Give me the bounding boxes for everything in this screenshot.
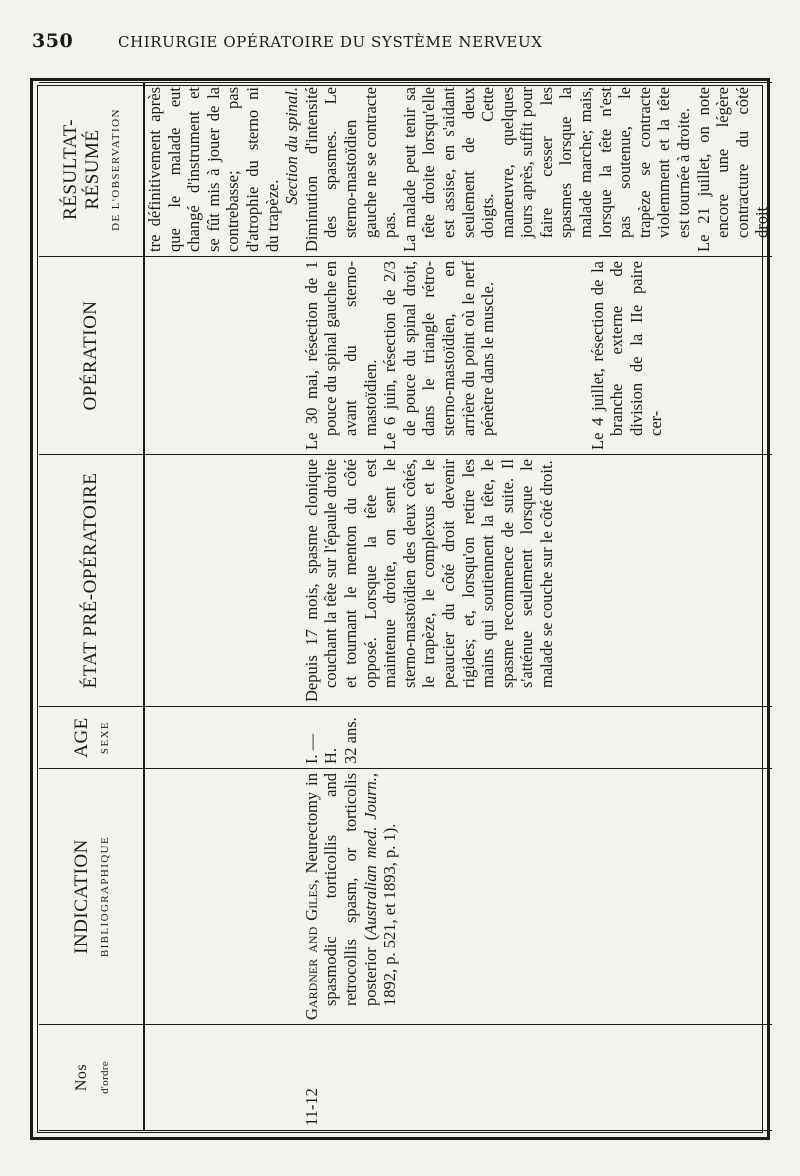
- cell-order-continued: [144, 1025, 302, 1131]
- cell-resultat-continued: [144, 83, 302, 257]
- resultat-continued-note: Section du spinal.: [282, 87, 302, 205]
- header-age: [39, 707, 144, 769]
- header-resultat-sub: DE L'OBSERVATION: [110, 108, 122, 231]
- resultat-2: La malade peut tenir sa tête droite lorsqu'elle est assise, en s'aidant seulement de deux doigts. Cette manœuvre, quelques jours après, suffit pour faire cesser les spasmes lorsque la malade marche; mais, lorsque la tête n'est pas soutenue, le trapèze se contracte violemment et la tête est tournée à droite.: [399, 87, 694, 252]
- cell-age: [302, 707, 772, 769]
- table-row-continuation: [144, 83, 302, 1131]
- header-resultat-main: RÉSULTAT-RÉSUMÉ: [60, 119, 103, 220]
- rotated-table-frame: [30, 78, 770, 1140]
- cell-etat-continued: [144, 455, 302, 707]
- etat-text: Depuis 17 mois, spasme clonique couchant la tête sur l'épaule droite et tournant le menton du côté opposé. Lorsque la tête est maintenue droite, on sent le sterno-mastoïdien des deux côtés, le trapèze, le complexus et le peaucier du côté droit devenir rigides; et, lorsqu'on retire les mains qui soutiennent la tête, le spasme recommence de suite. Il s'atténue seulement lorsque le malade se couche sur le côté droit.: [301, 459, 556, 702]
- indication-body: Neurectomy in spasmodic torticollis and retrocollis spasm, or torticolis posterior (: [301, 772, 380, 1006]
- header-indication-sub: BIBLIOGRAPHIQUE: [99, 835, 111, 958]
- cell-indication: [302, 769, 772, 1025]
- header-etat: [39, 455, 144, 707]
- header-indication: [39, 769, 144, 1025]
- operation-3: Le 4 juillet, résection de la branche externe de division de la IIe paire cer-: [587, 261, 666, 450]
- order-number: 11-12: [301, 1088, 321, 1126]
- cell-resultat: [302, 83, 772, 257]
- resultat-1: Diminution d'intensité des spasmes. Le sterno-mastoïdien gauche ne se contracte pas.: [301, 87, 400, 252]
- header-order: [39, 1025, 144, 1131]
- cell-operation-continued: [144, 257, 302, 455]
- resultat-continued-text: tre définitivement après que le malade eut changé d'instrument et se fût mis à jouer de la contrebasse; pas d'atrophie du sterno ni du trapèze.: [145, 87, 282, 252]
- header-order-main: Nos: [73, 1063, 90, 1092]
- header-resultat: [39, 83, 144, 257]
- cell-age-continued: [144, 707, 302, 769]
- indication-text: [302, 773, 400, 1020]
- header-age-sub: SEXE: [99, 720, 111, 755]
- operation-1: Le 30 mai, résection de 1 pouce du spinal gauche en avant du sterno-mastoïdien.: [301, 261, 380, 450]
- age-line-1: I. —: [301, 733, 321, 764]
- observations-table: [39, 82, 772, 1131]
- running-head: [32, 30, 772, 54]
- header-age-main: AGE: [71, 717, 92, 758]
- header-indication-main: INDICATION: [71, 839, 92, 954]
- operation-2: Le 6 juin, résection de 2/3 de pouce du spinal droit, dans le triangle rétro-sterno-mastoïdien, en arrière du point où le nerf pénètre dans le muscle.: [380, 261, 498, 450]
- cell-indication-continued: [144, 769, 302, 1025]
- cell-etat: [302, 455, 772, 707]
- age-line-2: H.: [321, 747, 341, 764]
- header-operation: [39, 257, 144, 455]
- cell-operation: [302, 257, 772, 455]
- age-line-3: 32 ans.: [340, 717, 360, 764]
- header-order-sub: d'ordre: [99, 1061, 111, 1094]
- indication-author: Gardner and Giles,: [301, 879, 321, 1020]
- cell-order: [302, 1025, 772, 1131]
- running-title: CHIRURGIE OPÉRATOIRE DU SYSTÈME NERVEUX: [118, 33, 543, 51]
- table-row: [302, 83, 772, 1131]
- header-etat-main: ÉTAT PRÉ-OPÉRATOIRE: [80, 472, 101, 689]
- page-number: 350: [32, 30, 74, 52]
- header-operation-main: OPÉRATION: [80, 300, 101, 411]
- table-header-row: [39, 83, 144, 1131]
- indication-journal: Australian med. Journ.: [360, 777, 380, 935]
- indication-tail: , 1892, p. 521, et 1893, p. 1).: [360, 773, 400, 1006]
- resultat-3: Le 21 juillet, on note encore une légère contracture du côté droit: [693, 87, 772, 252]
- operation-spacer: [498, 261, 588, 450]
